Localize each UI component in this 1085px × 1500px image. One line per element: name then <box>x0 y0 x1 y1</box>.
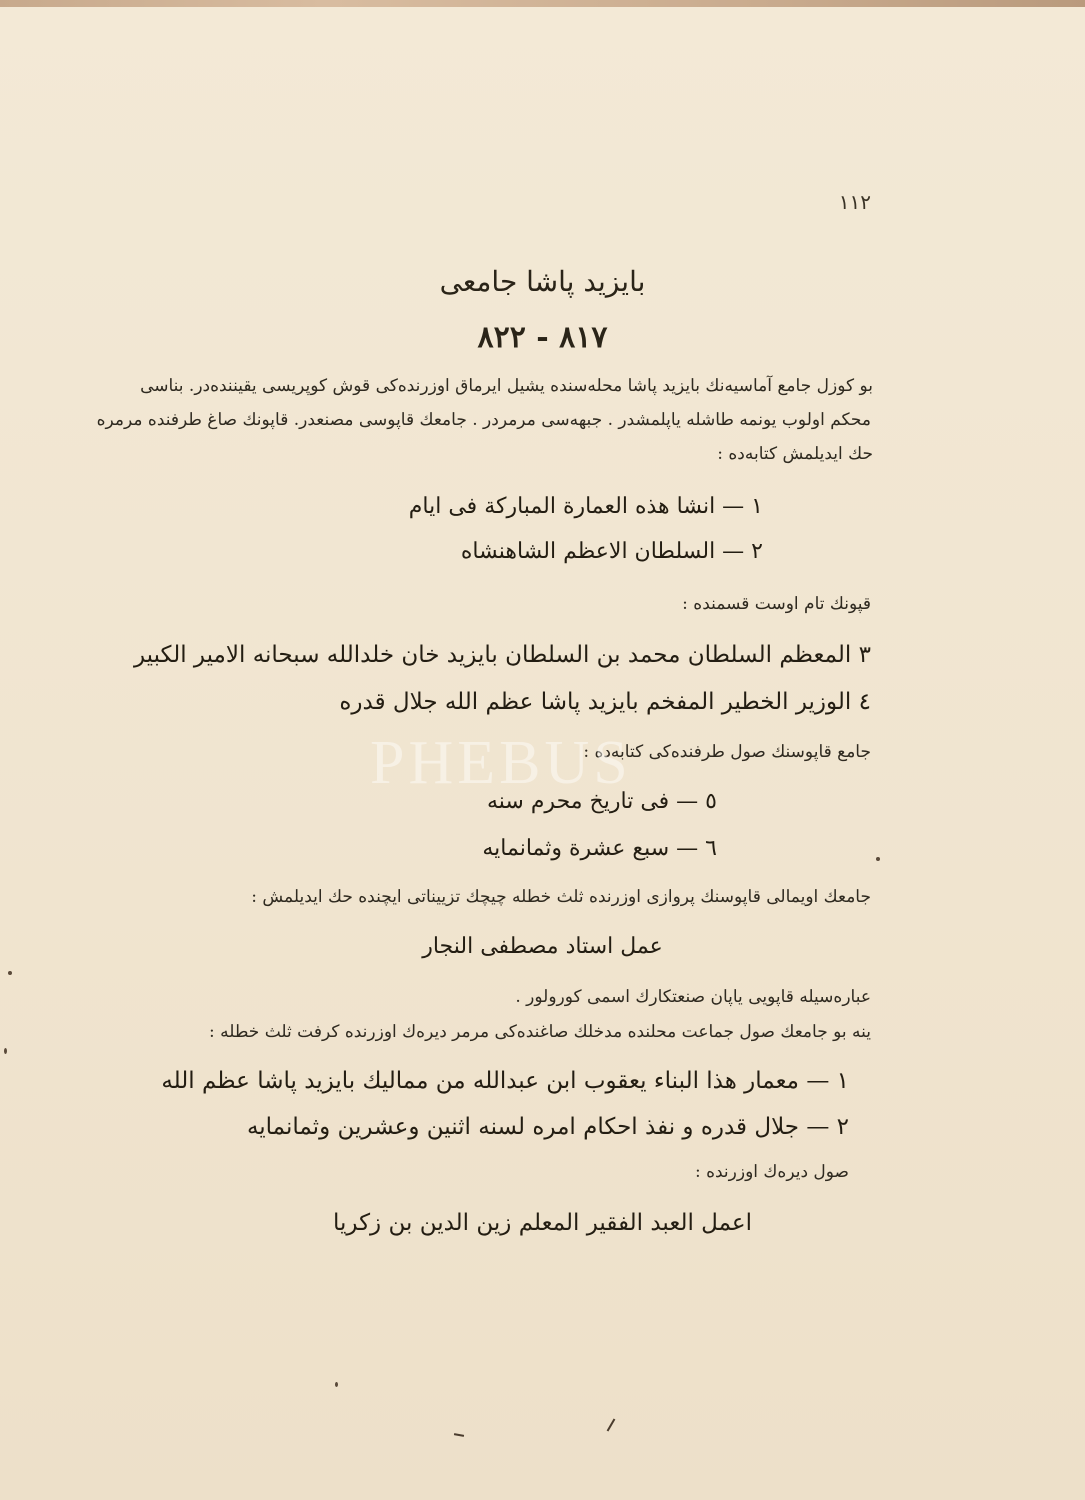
label-left-side: جامع قاپوسنك صول طرفنده‌كى كتابه‌ده : <box>583 742 871 762</box>
inscription-line-2: ٢ — السلطان الاعظم الشاهنشاه <box>460 539 763 564</box>
hijri-dates: ٨١٧ - ٨٢٢ <box>477 320 608 355</box>
inscription-line-5: ٥ — فى تاريخ محرم سنه <box>486 789 717 814</box>
inscription-line-8: ٢ — جلال قدره و نفذ احكام امره لسنه اثنين وعشرين وثمانمايه <box>246 1114 849 1140</box>
inscription-line-6: ٦ — سبع عشرة وثمانمايه <box>482 836 717 861</box>
paragraph-column: ينه بو جامعك صول جماعت محلنده مدخلك صاغنده‌كى مرمر ديره‌ك اوزرنده كرفت ثلث خطله : <box>208 1022 871 1042</box>
page-title: بايزيد پاشا جامعى <box>439 265 646 298</box>
paper-speck <box>335 1382 338 1387</box>
final-inscription: اعمل العبد الفقير المعلم زين الدين بن زكريا <box>333 1210 752 1236</box>
ink-stroke <box>454 1433 464 1437</box>
paragraph-door-frame: جامعك اويمالى قاپوسنك پروازى اوزرنده ثلث خطله چيچك تزييناتى ايچنده حك ايديلمش : <box>251 887 871 907</box>
inscription-line-4: ٤ الوزير الخطير المفخم بايزيد پاشا عظم الله جلال قدره <box>339 689 871 715</box>
intro-line-2: محكم اولوب يونمه طاشله ياپلمشدر . جبهه‌سى مرمردر . جامعك قاپوسى مصنعدر. قاپونك صاغ طرفنده مرمره <box>96 410 871 430</box>
page-number: ١١٢ <box>838 190 871 214</box>
ink-stroke <box>607 1418 616 1431</box>
inscription-line-1: ١ — انشا هذه العمارة المباركة فى ايام <box>408 494 763 519</box>
intro-line-3: حك ايديلمش كتابه‌ده : <box>717 444 873 464</box>
label-left-column: صول ديره‌ك اوزرنده : <box>694 1162 849 1182</box>
artist-inscription: عمل استاد مصطفى النجار <box>422 934 663 959</box>
paper-speck <box>4 1048 7 1054</box>
inscription-line-3: ٣ المعظم السلطان محمد بن السلطان بايزيد خان خلدالله سبحانه الامير الكبير <box>133 642 871 668</box>
label-above-door: قپونك تام اوست قسمنده : <box>682 594 871 614</box>
paper-speck <box>8 971 12 975</box>
paragraph-artist-name: عباره‌سيله قاپويى ياپان صنعتكارك اسمى كورولور . <box>515 987 871 1007</box>
watermark: PHEBUS <box>370 729 632 797</box>
intro-line-1: بو كوزل جامع آماسيه‌نك بايزيد پاشا محله‌سنده يشيل ايرماق اوزرنده‌كى قوش كوپريسى يقيننده‌در. بناسى <box>140 376 873 396</box>
inscription-line-7: ١ — معمار هذا البناء يعقوب ابن عبدالله من مماليك بايزيد پاشا عظم الله <box>161 1068 849 1094</box>
paper-speck <box>876 857 880 861</box>
page-top-edge <box>0 0 1085 7</box>
